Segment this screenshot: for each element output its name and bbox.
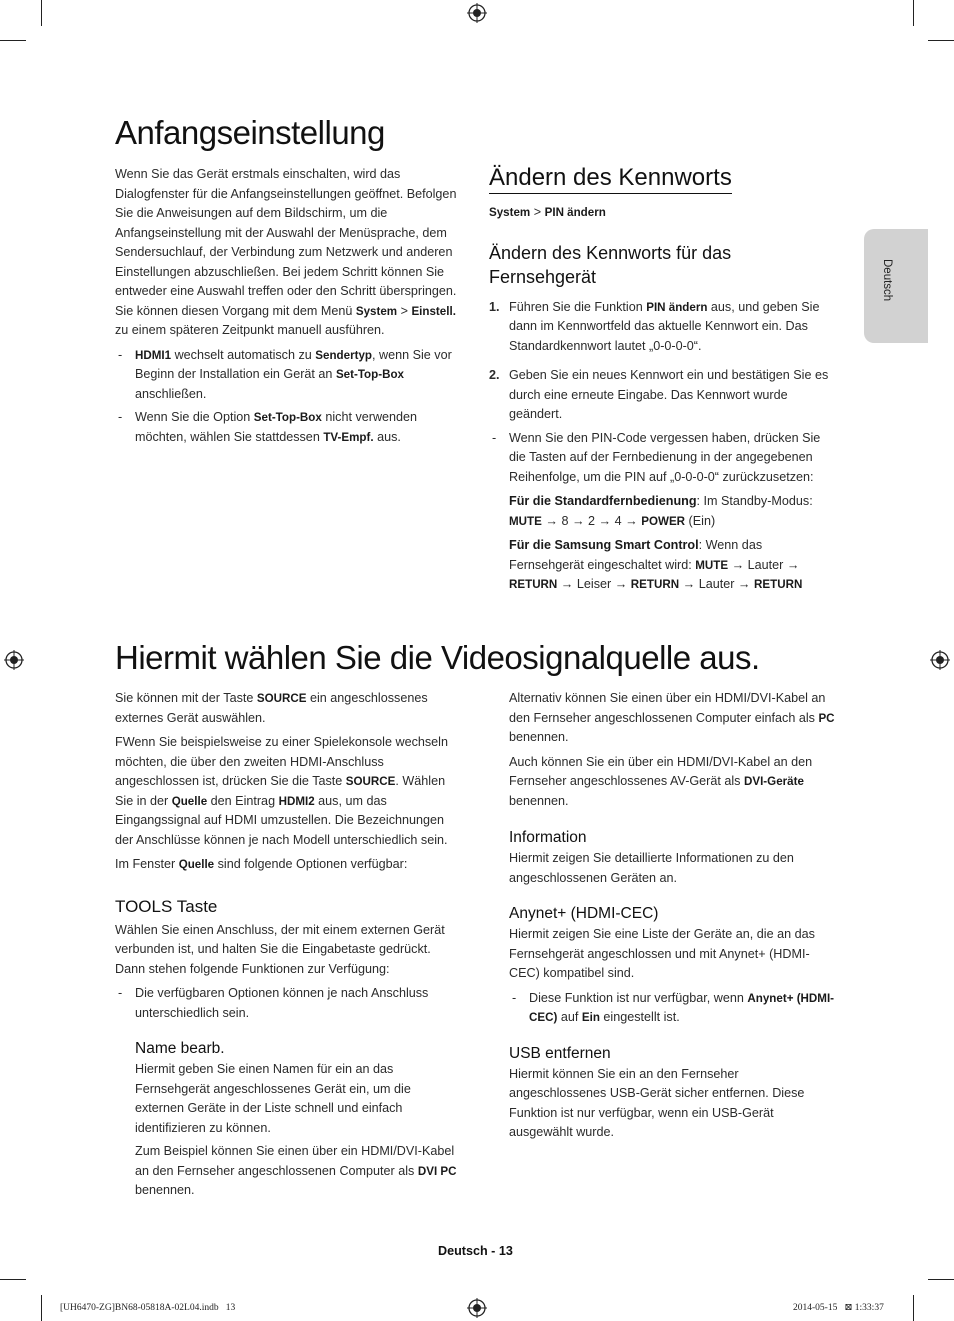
registration-mark-icon [467, 1298, 487, 1318]
source-left-column [115, 689, 463, 1201]
menu-path: System > PIN ändern [489, 205, 606, 219]
anfangseinstellung-column [115, 165, 470, 447]
source-paragraph-3: Im Fenster Quelle sind folgende Optionen verfügbar: [115, 857, 408, 871]
intro-paragraph: Wenn Sie das Gerät erstmals einschalten, wird das Dialogfenster für die Anfangseinstellungen geöffnet. Befolgen Sie die Anweisungen auf dem Bildschirm, um die Anfangseinstellung mit der Auswahl der Menüsprache, dem Sendersuchlauf, der Verbindung zum Netzwerk und anderen Einstellungen abzuschließen. Bei jedem Schritt können Sie entweder eine Auswahl treffen oder den Schritt überspringen. Sie können diesen Vorgang mit dem Menü System > Einstell. zu einem späteren Zeitpunkt manuell ausführen. [115, 167, 457, 337]
tools-text: Wählen Sie einen Anschluss, der mit einem externen Gerät verbunden ist, und halten Sie die Eingabetaste gedrückt. Dann stehen folgende Funktionen zur Verfügung: [115, 922, 445, 976]
side-tab-label: Deutsch [881, 259, 893, 302]
anynet-note: - Diese Funktion ist nur verfügbar, wenn Anynet+ (HDMI-CEC) auf Ein eingestellt ist. [509, 989, 839, 1028]
kennwort-subtitle: Ändern des Kennworts für das Fernsehgerät [489, 242, 732, 287]
source-paragraph-1: Sie können mit der Taste SOURCE ein angeschlossenes externes Gerät auswählen. [115, 691, 428, 725]
name-bearb-text-1: Hiermit geben Sie einen Namen für ein an das Fernsehgerät angeschlossenes Gerät ein, um die externen Geräte in der Liste schnell und einfach identifizieren zu können. [135, 1062, 411, 1135]
usb-text: Hiermit können Sie ein an den Fernseher angeschlossenes USB-Gerät sicher entfernen. Diese Funktion ist nur verfügbar, wenn ein USB-Gerät ausgewählt wurde. [509, 1066, 805, 1139]
step-2: 2. Geben Sie ein neues Kennwort ein und bestätigen Sie es durch eine erneute Eingabe. Das Kennwort wurde geändert. [489, 368, 829, 421]
registration-mark-icon [930, 650, 950, 670]
tools-title: TOOLS Taste [115, 896, 218, 916]
step-1: 1. Führen Sie die Funktion PIN ändern aus, und geben Sie dann im Kennwortfeld das aktuelle Kennwort ein. Das Standardkennwort lautet „0-0-0-0“. [489, 299, 820, 353]
source-right-column [509, 689, 839, 1143]
usb-title: USB entfernen [509, 1044, 611, 1062]
smart-control-sequence: Für die Samsung Smart Control: Wenn das Fernsehgerät eingeschaltet wird: MUTE → Lauter → RETURN → Leiser → RETURN → Lauter → RETURN [509, 538, 803, 591]
name-bearb-text-2: Zum Beispiel können Sie einen über ein HDMI/DVI-Kabel an den Fernseher angeschlossenen Computer als DVI PC benennen. [135, 1144, 457, 1197]
language-side-tab [864, 229, 928, 343]
alt-paragraph-2: Auch können Sie ein über ein HDMI/DVI-Kabel an den Fernseher angeschlossenes AV-Gerät als DVI-Geräte benennen. [509, 754, 813, 808]
footer-timestamp: 2014-05-15 ⊠ 1:33:37 [793, 1303, 884, 1313]
kennwort-title: Ändern des Kennworts [489, 163, 732, 194]
footer-file-info: [UH6470-ZG]BN68-05818A-02L04.indb 13 [60, 1303, 236, 1313]
source-paragraph-2: FWenn Sie beispielsweise zu einer Spielekonsole wechseln möchten, die über den zweiten HDMI-Anschluss angeschlossen ist, drücken Sie die Taste SOURCE. Wählen Sie in der Quelle den Eintrag HDMI2 aus, um das Eingangssignal auf HDMI umzustellen. Die Bezeichnungen der Anschlüsse können je nach Modell unterschiedlich sein. [115, 735, 448, 847]
pin-reset-note: - Wenn Sie den PIN-Code vergessen haben, drücken Sie die Tasten auf der Fernbedienung in der angegebenen Reihenfolge, um die PIN auf „0-0-0-0“ zurückzusetzen: Für die Standardfernbedienung: Im Standby-Modus: MUTE → 8 → 2 → 4 → POWER (Ein) Für die Samsung Smart Control: Wenn das Fernsehgerät eingeschaltet wird: MUTE → Lauter → RETURN → Leiser → RETURN → Lauter → RETURN [489, 429, 834, 595]
information-title: Information [509, 829, 587, 846]
kennwort-column [489, 163, 834, 595]
note-set-top-box: - Wenn Sie die Option Set-Top-Box nicht verwenden möchten, wählen Sie stattdessen TV-Empf. aus. [115, 408, 470, 447]
section-title-videosignalquelle: Hiermit wählen Sie die Videosignalquelle aus. [115, 639, 760, 676]
anynet-title: Anynet+ (HDMI-CEC) [509, 905, 659, 922]
anynet-text: Hiermit zeigen Sie eine Liste der Geräte an, die an das Fernsehgerät angeschlossen und mit Anynet+ (HDMI-CEC) kompatibel sind. [509, 927, 815, 980]
name-bearb-block [115, 1039, 463, 1201]
alt-paragraph-1: Alternativ können Sie einen über ein HDMI/DVI-Kabel an den Fernseher angeschlossenen Computer einfach als PC benennen. [509, 691, 835, 744]
note-hdmi1: - HDMI1 wechselt automatisch zu Sendertyp, wenn Sie vor Beginn der Installation ein Gerät an Set-Top-Box anschließen. [115, 346, 470, 405]
information-text: Hiermit zeigen Sie detaillierte Informationen zu den angeschlossenen Geräten an. [509, 851, 794, 885]
registration-mark-icon [467, 3, 487, 23]
name-bearb-title: Name bearb. [135, 1040, 225, 1057]
page-number: Deutsch - 13 [438, 1244, 513, 1258]
standard-remote-sequence: Für die Standardfernbedienung: Im Standby-Modus: MUTE → 8 → 2 → 4 → POWER (Ein) [509, 494, 813, 528]
tools-note: - Die verfügbaren Optionen können je nach Anschluss unterschiedlich sein. [115, 984, 463, 1023]
section-title-anfangseinstellung: Anfangseinstellung [115, 114, 385, 151]
registration-mark-icon [4, 650, 24, 670]
